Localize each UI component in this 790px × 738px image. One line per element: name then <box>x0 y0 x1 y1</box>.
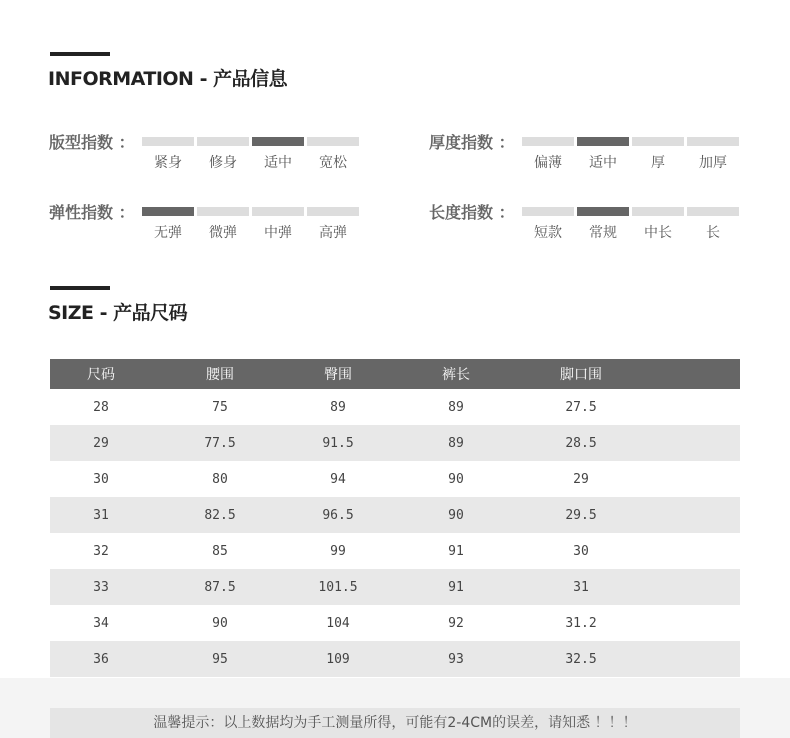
cell-waist: 82.5 <box>152 497 288 533</box>
length-option <box>632 207 684 242</box>
length-option-label: 常规 <box>589 225 617 241</box>
table-row <box>50 641 740 677</box>
fit-option-label: 修身 <box>209 155 237 171</box>
fit-option-label: 适中 <box>264 155 292 171</box>
cell-hip: 99 <box>330 543 346 559</box>
table-row <box>50 461 740 497</box>
fit-index <box>49 130 369 170</box>
thickness-option-label: 偏薄 <box>534 155 562 171</box>
cell-hem: 31 <box>524 569 638 605</box>
elasticity-option-bar <box>142 207 194 216</box>
cell-blank <box>638 425 740 461</box>
cell-size: 28 <box>93 399 109 415</box>
elasticity-index <box>49 200 369 240</box>
elasticity-index-scale <box>142 207 359 242</box>
size-table <box>50 359 740 677</box>
elasticity-option <box>197 207 249 242</box>
cell-blank <box>638 569 740 605</box>
cell-size: 29 <box>50 425 152 461</box>
thickness-option-bar <box>687 137 739 146</box>
cell-hip: 101.5 <box>288 569 388 605</box>
cell-waist: 75 <box>212 399 228 415</box>
cell-hip: 96.5 <box>288 497 388 533</box>
table-row <box>50 425 740 461</box>
fit-option-bar <box>307 137 359 146</box>
cell-length: 92 <box>448 615 464 631</box>
cell-blank <box>638 605 740 641</box>
thickness-option <box>522 137 574 172</box>
header-size: 尺码 <box>50 359 152 389</box>
fit-option-label: 紧身 <box>154 155 182 171</box>
table-row <box>50 497 740 533</box>
cell-hip: 94 <box>330 471 346 487</box>
length-option-bar <box>577 207 629 216</box>
thickness-option-label: 厚 <box>651 155 665 171</box>
cell-waist: 85 <box>212 543 228 559</box>
cell-size: 32 <box>93 543 109 559</box>
table-row <box>50 569 740 605</box>
header-hem: 脚口围 <box>524 359 638 389</box>
cell-length: 91 <box>448 543 464 559</box>
thickness-option-label: 适中 <box>589 155 617 171</box>
fit-option <box>197 137 249 172</box>
table-row <box>50 533 740 569</box>
cell-hem: 27.5 <box>565 399 597 415</box>
header-blank <box>638 359 740 389</box>
cell-length: 93 <box>388 641 524 677</box>
elasticity-index-label: 弹性指数 ： <box>49 203 135 222</box>
elasticity-option-bar <box>252 207 304 216</box>
length-index-scale <box>522 207 739 242</box>
length-option-label: 长 <box>706 225 720 241</box>
cell-size: 34 <box>93 615 109 631</box>
thickness-option-bar <box>632 137 684 146</box>
thickness-option-label: 加厚 <box>699 155 727 171</box>
thickness-index <box>429 130 749 170</box>
cell-hip: 104 <box>326 615 350 631</box>
thickness-index-label: 厚度指数 ： <box>429 133 515 152</box>
measurement-notice: 温馨提示：以上数据均为手工测量所得，可能有2-4CM的误差，请知悉 ！！！ <box>50 708 740 738</box>
cell-waist: 95 <box>152 641 288 677</box>
cell-length: 89 <box>388 425 524 461</box>
elasticity-option <box>307 207 359 242</box>
cell-waist: 87.5 <box>152 569 288 605</box>
length-option-bar <box>522 207 574 216</box>
length-option-label: 短款 <box>534 225 562 241</box>
length-index <box>429 200 749 240</box>
elasticity-option-bar <box>197 207 249 216</box>
cell-waist: 80 <box>212 471 228 487</box>
fit-option-selected <box>252 137 304 172</box>
header-waist: 腰围 <box>152 359 288 389</box>
cell-length: 90 <box>388 497 524 533</box>
size-title: SIZE - 产品尺码 <box>48 302 188 324</box>
elasticity-option-label: 无弹 <box>154 225 182 241</box>
elasticity-option-label: 高弹 <box>319 225 347 241</box>
cell-blank <box>638 497 740 533</box>
elasticity-option-label: 中弹 <box>264 225 292 241</box>
fit-option-bar <box>142 137 194 146</box>
fit-option-bar <box>197 137 249 146</box>
fit-index-scale <box>142 137 359 172</box>
cell-size: 36 <box>50 641 152 677</box>
thickness-option-bar <box>577 137 629 146</box>
fit-option-label: 宽松 <box>319 155 347 171</box>
cell-blank <box>638 641 740 677</box>
cell-blank <box>638 461 740 497</box>
thickness-option-selected <box>577 137 629 172</box>
information-title: INFORMATION - 产品信息 <box>48 68 288 90</box>
elasticity-option-label: 微弹 <box>209 225 237 241</box>
cell-hem: 30 <box>573 543 589 559</box>
cell-blank <box>638 389 740 425</box>
fit-option-bar <box>252 137 304 146</box>
fit-index-label: 版型指数 ： <box>49 133 135 152</box>
cell-waist: 90 <box>212 615 228 631</box>
cell-hem: 29.5 <box>524 497 638 533</box>
length-option <box>522 207 574 242</box>
thickness-option <box>687 137 739 172</box>
length-option-bar <box>687 207 739 216</box>
size-table-header <box>50 359 740 389</box>
cell-hem: 29 <box>573 471 589 487</box>
cell-length: 89 <box>448 399 464 415</box>
cell-blank <box>638 533 740 569</box>
cell-size: 30 <box>93 471 109 487</box>
length-index-label: 长度指数 ： <box>429 203 515 222</box>
length-option-bar <box>632 207 684 216</box>
cell-hem: 31.2 <box>565 615 597 631</box>
fit-option <box>307 137 359 172</box>
length-option-selected <box>577 207 629 242</box>
cell-hip: 109 <box>288 641 388 677</box>
elasticity-option-bar <box>307 207 359 216</box>
cell-length: 90 <box>448 471 464 487</box>
table-row <box>50 389 740 425</box>
cell-hip: 91.5 <box>288 425 388 461</box>
header-length: 裤长 <box>388 359 524 389</box>
thickness-index-scale <box>522 137 739 172</box>
length-option <box>687 207 739 242</box>
elasticity-option-selected <box>142 207 194 242</box>
fit-option <box>142 137 194 172</box>
cell-hem: 32.5 <box>524 641 638 677</box>
cell-length: 91 <box>388 569 524 605</box>
cell-waist: 77.5 <box>152 425 288 461</box>
thickness-option <box>632 137 684 172</box>
elasticity-option <box>252 207 304 242</box>
table-row <box>50 605 740 641</box>
information-title-bar <box>50 52 110 56</box>
cell-hip: 89 <box>330 399 346 415</box>
thickness-option-bar <box>522 137 574 146</box>
cell-size: 33 <box>50 569 152 605</box>
length-option-label: 中长 <box>644 225 672 241</box>
header-hip: 臀围 <box>288 359 388 389</box>
cell-size: 31 <box>50 497 152 533</box>
size-title-bar <box>50 286 110 290</box>
cell-hem: 28.5 <box>524 425 638 461</box>
